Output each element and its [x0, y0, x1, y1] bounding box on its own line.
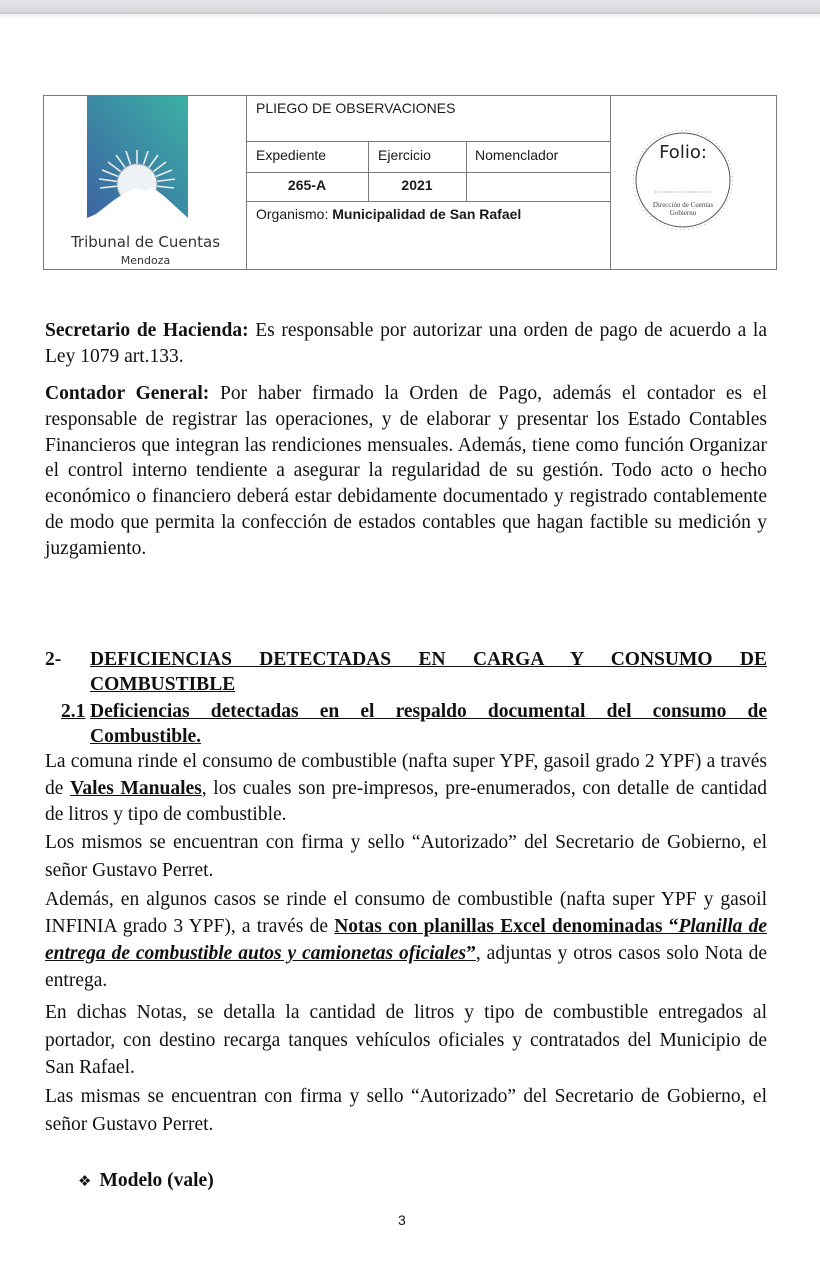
paragraph-text: , adjuntas y otros casos solo Nota de entrega.	[45, 943, 767, 991]
paragraph-firma-notas: Las mismas se encuentran con firma y sello “Autorizado” del Secretario de Gobierno, el señor Gustavo Perret.	[45, 1086, 767, 1135]
document-title: PLIEGO DE OBSERVACIONES	[256, 100, 456, 116]
role-label: Contador General:	[45, 383, 210, 404]
emphasis-notas: Notas con planillas Excel denominadas “	[334, 916, 679, 937]
paragraph-text: Además, en algunos casos se rinde el consumo de combustible (nafta super YPF y gasoil INFINIA grado 3 YPF), a través de	[45, 889, 767, 937]
organismo-value: Municipalidad de San Rafael	[332, 206, 522, 222]
expediente-value: 265-A	[287, 177, 327, 193]
document-header-table	[43, 95, 777, 270]
column-nomenclador: Nomenclador	[475, 147, 559, 163]
bullet-modelo-vale	[78, 1170, 214, 1192]
paragraph-text: , los cuales son pre-impresos, pre-enumerados, con detalle de cantidad de litros y tipo de combustible.	[45, 777, 768, 825]
section-2-1-title-line1	[90, 699, 767, 724]
paragraph-secretario-hacienda	[45, 318, 767, 370]
paragraph-text: La comuna rinde el consumo de combustible (nafta super YPF, gasoil grado 2 YPF) a través de	[45, 751, 767, 799]
section-2-1-title-text: Deficiencias detectadas en el respaldo documental del consumo de	[90, 701, 767, 722]
viewer-top-bar	[0, 0, 820, 14]
sun-over-mountain-banner-icon	[44, 96, 247, 231]
organismo-label: Organismo:	[256, 206, 333, 222]
folio-stamp-line1: Dirección de Cuentas	[652, 201, 714, 209]
viewer-top-bar-shadow	[0, 14, 820, 18]
bullet-text: Modelo (vale)	[99, 1170, 214, 1191]
paragraph-detalle-notas: En dichas Notas, se detalla la cantidad de litros y tipo de combustible entregados al portador, con destino recarga tanques vehículos oficiales y contratados del Municipio de San Rafael.	[45, 1002, 767, 1078]
divider	[246, 172, 610, 173]
role-label: Secretario de Hacienda:	[45, 320, 249, 341]
section-2-1-number: 2.1	[61, 701, 86, 722]
paragraph-notas-planillas	[45, 886, 767, 994]
folio-label: Folio:	[659, 142, 707, 163]
folio-stamp-text	[633, 201, 733, 217]
paragraph-firma-vales: Los mismos se encuentran con firma y sello “Autorizado” del Secretario de Gobierno, el señor Gustavo Perret.	[45, 832, 767, 881]
logo-subtitle: Mendoza	[120, 254, 171, 267]
section-2-title-line1	[90, 647, 767, 672]
ejercicio-value: 2021	[401, 177, 433, 193]
section-2-title-text: DEFICIENCIAS DETECTADAS EN CARGA Y CONSUMO DE	[90, 649, 767, 670]
paragraph-vales-manuales	[45, 749, 767, 829]
emphasis-vales-manuales: Vales Manuales	[70, 777, 202, 799]
emphasis-quote-end: ”	[466, 943, 476, 964]
page-number: 3	[398, 1212, 406, 1228]
divider	[466, 141, 467, 201]
paragraph-text: Por haber firmado la Orden de Pago, además el contador es el responsable de registrar las operaciones, y de elaborar y presentar los Estado Contables Financieros que integran las rendiciones mensuales. Además, tiene como función Organizar el control interno tendiente a asegurar la regularidad de su gestión. Todo acto o hecho económico o financiero deberá estar debidamente documentado y registrado contablemente de modo que permita la confección de estados contables que hagan factible su medición y juzgamiento.	[45, 383, 767, 559]
emphasis-planilla-title: Planilla de entrega de combustible autos y camionetas oficiales	[45, 916, 768, 964]
four-diamond-bullet-icon: ❖	[78, 1172, 92, 1190]
tribunal-logo	[44, 96, 247, 270]
paragraph-contador-general	[45, 381, 767, 562]
column-ejercicio: Ejercicio	[378, 147, 431, 163]
section-2-title-line2: COMBUSTIBLE	[90, 674, 236, 695]
divider	[246, 201, 610, 202]
organismo	[256, 206, 521, 222]
section-2-number: 2-	[45, 649, 62, 670]
column-expediente: Expediente	[256, 147, 327, 163]
section-2-1-title-line2: Combustible.	[90, 726, 202, 747]
divider	[246, 141, 610, 142]
paragraph-text: Es responsable por autorizar una orden de pago de acuerdo a la Ley 1079 art.133.	[45, 320, 767, 367]
divider	[610, 96, 611, 269]
logo-title: Tribunal de Cuentas	[70, 233, 221, 251]
folio-stamp-line2: Gobierno	[669, 209, 697, 217]
